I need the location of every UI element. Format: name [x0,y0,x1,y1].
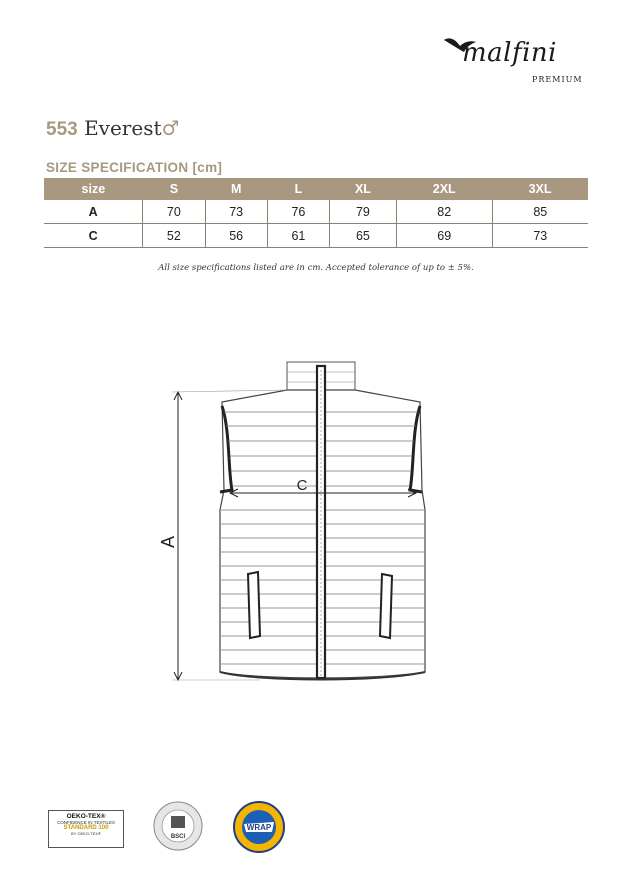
size-spec-heading: SIZE SPECIFICATION [cm] [46,160,223,175]
oeko-subtitle: CONFIDENCE IN TEXTILES [57,820,115,825]
size-table-header [44,178,588,200]
table-row [44,200,588,224]
table-cell: 73 [205,200,267,224]
label-a: A [158,535,178,549]
size-table [44,178,588,248]
brand-name: malfini [462,38,557,68]
table-cell: 65 [330,224,397,248]
tolerance-note: All size specifications listed are in cm. Accepted tolerance of up to ± 5%. [158,263,474,273]
header-cell: M [205,178,267,200]
header-cell: size [44,178,143,200]
header-cell: XL [330,178,397,200]
bsci-label: BSCI [170,834,186,840]
row-label: C [44,224,143,248]
malfini-logo [440,34,590,86]
table-cell: 82 [396,200,492,224]
table-cell: 70 [143,200,205,224]
oeko-title: OEKO-TEX® [66,813,106,820]
table-cell: 76 [267,200,329,224]
table-cell: 85 [492,200,588,224]
label-c: C [296,477,308,494]
table-cell: 79 [330,200,397,224]
vest-diagram [150,350,440,695]
wrap-label: WRAP [246,823,272,832]
brand-tagline: PREMIUM [532,75,583,84]
vest-pocket-right [380,574,392,638]
product-title [46,116,179,141]
table-cell: 56 [205,224,267,248]
table-cell: 61 [267,224,329,248]
male-icon: ♂ [161,116,180,140]
product-code: 553 [46,119,78,140]
product-name: Everest [84,116,162,140]
table-cell: 69 [396,224,492,248]
table-cell: 52 [143,224,205,248]
row-label: A [44,200,143,224]
oeko-tex-badge [48,810,124,848]
table-cell: 73 [492,224,588,248]
wrap-badge [232,800,286,854]
header-cell: 2XL [396,178,492,200]
oeko-standard: STANDARD 100 [63,825,109,831]
table-row [44,224,588,248]
header-cell: 3XL [492,178,588,200]
header-cell: S [143,178,205,200]
bsci-badge [152,800,204,852]
header-cell: L [267,178,329,200]
vest-pocket-left [248,572,260,638]
oeko-sub: BY OEKO-TEX® [71,831,101,836]
